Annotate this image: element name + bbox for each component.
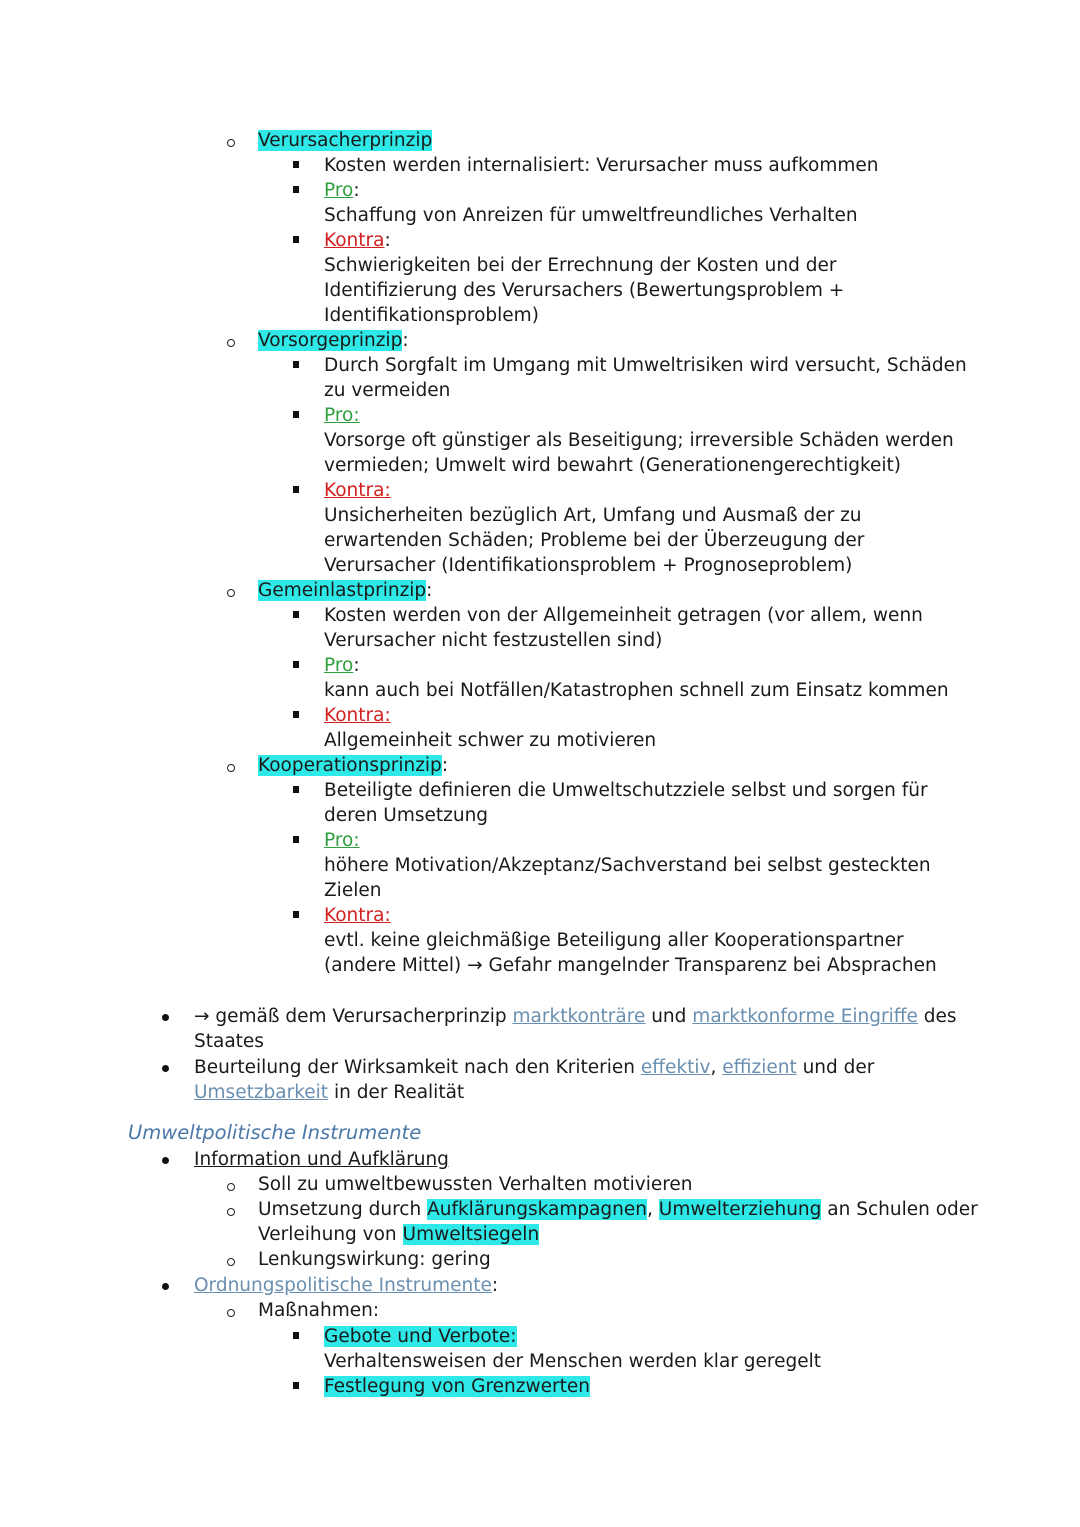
link-effektiv[interactable]: effektiv (640, 1057, 711, 1078)
link-umsetzbarkeit[interactable]: Umsetzbarkeit (194, 1082, 329, 1103)
contra-label-line (324, 703, 391, 728)
bullet-effectiveness: Beurteilung der Wirksamkeit nach den Kriterien effektiv, effizient und der (194, 1057, 875, 1078)
link-marktkontraere[interactable]: marktkonträre (512, 1006, 646, 1027)
principle-title: Gemeinlastprinzip (258, 580, 427, 601)
contra-text: Identifizierung des Verursachers (Bewertungsproblem + (324, 280, 845, 301)
square-bullet-icon (293, 411, 299, 418)
disc-bullet-icon (162, 1283, 169, 1290)
ord-measures: Maßnahmen: (258, 1300, 380, 1321)
circle-bullet-icon (227, 139, 235, 147)
pro-label: Pro (324, 180, 354, 201)
info-item-2: Umsetzung durch Aufklärungskampagnen, Umwelterziehung an Schulen oder (258, 1199, 978, 1220)
disc-bullet-icon (162, 1157, 169, 1164)
contra-text: evtl. keine gleichmäßige Beteiligung aller Kooperationspartner (324, 930, 904, 951)
pro-text: Vorsorge oft günstiger als Beseitigung; irreversible Schäden werden (324, 430, 954, 451)
pro-text: kann auch bei Notfällen/Katastrophen schnell zum Einsatz kommen (324, 680, 949, 701)
principle-desc-cont: zu vermeiden (324, 380, 451, 401)
link-marktkonforme-eingriffe[interactable]: marktkonforme Eingriffe (692, 1006, 918, 1027)
info-title: Information und Aufklärung (194, 1149, 449, 1170)
principle-title: Kooperationsprinzip (258, 755, 442, 776)
pro-label: Pro: (324, 830, 360, 851)
pro-text: Schaffung von Anreizen für umweltfreundliches Verhalten (324, 205, 858, 226)
square-bullet-icon (293, 1332, 299, 1339)
pro-label: Pro (324, 655, 354, 676)
pro-text: Zielen (324, 880, 382, 901)
circle-bullet-icon (227, 589, 235, 597)
bullet-effectiveness-cont: Umsetzbarkeit in der Realität (194, 1082, 465, 1103)
contra-text: (andere Mittel) → Gefahr mangelnder Transparenz bei Absprachen (324, 955, 937, 976)
contra-label: Kontra: (324, 905, 391, 926)
circle-bullet-icon (227, 764, 235, 772)
contra-text: Allgemeinheit schwer zu motivieren (324, 730, 657, 751)
pro-label-line (324, 828, 360, 853)
square-bullet-icon (293, 361, 299, 368)
link-effizient[interactable]: effizient (722, 1057, 797, 1078)
principle-desc: Beteiligte definieren die Umweltschutzziele selbst und sorgen für (324, 780, 928, 801)
pro-text: höhere Motivation/Akzeptanz/Sachverstand bei selbst gesteckten (324, 855, 931, 876)
circle-bullet-icon (227, 1183, 235, 1191)
circle-bullet-icon (227, 1309, 235, 1317)
pro-label-line: Pro: (324, 655, 360, 676)
info-item-1: Soll zu umweltbewussten Verhalten motivieren (258, 1174, 693, 1195)
link-ordnungspolitische-instrumente[interactable]: Ordnungspolitische Instrumente (194, 1275, 492, 1296)
square-bullet-icon (293, 186, 299, 193)
principle-desc: Kosten werden von der Allgemeinheit getragen (vor allem, wenn (324, 605, 923, 626)
square-bullet-icon (293, 161, 299, 168)
ord-title: Ordnungspolitische Instrumente: (194, 1275, 499, 1296)
principle-title-line: Vorsorgeprinzip: (258, 330, 409, 351)
square-bullet-icon (293, 1382, 299, 1389)
principle-desc-cont: Verursacher nicht festzustellen sind) (324, 630, 663, 651)
contra-label: Kontra: (324, 480, 391, 501)
principle-title-line (258, 128, 432, 153)
square-bullet-icon (293, 486, 299, 493)
disc-bullet-icon (162, 1065, 169, 1072)
principle-desc: Durch Sorgfalt im Umgang mit Umweltrisiken wird versucht, Schäden (324, 355, 967, 376)
contra-label-line (324, 478, 391, 503)
pro-label-line (324, 403, 360, 428)
contra-text: Unsicherheiten bezüglich Art, Umfang und Ausmaß der zu (324, 505, 862, 526)
square-bullet-icon (293, 611, 299, 618)
square-bullet-icon (293, 661, 299, 668)
square-bullet-icon (293, 786, 299, 793)
disc-bullet-icon (162, 1014, 169, 1021)
ord-measure-1: Gebote und Verbote: (324, 1326, 517, 1347)
principle-title-line: Kooperationsprinzip: (258, 755, 449, 776)
square-bullet-icon (293, 236, 299, 243)
principle-title: Verursacherprinzip (258, 130, 433, 151)
circle-bullet-icon (227, 339, 235, 347)
contra-label: Kontra: (324, 705, 391, 726)
section-heading: Umweltpolitische Instrumente (128, 1121, 422, 1144)
pro-label-line: Pro: (324, 180, 360, 201)
ord-measure-1-text: Verhaltensweisen der Menschen werden klar geregelt (324, 1351, 821, 1372)
contra-text: erwartenden Schäden; Probleme bei der Überzeugung der (324, 530, 865, 551)
principle-desc-cont: deren Umsetzung (324, 805, 489, 826)
pro-text: vermieden; Umwelt wird bewahrt (Generationengerechtigkeit) (324, 455, 902, 476)
square-bullet-icon (293, 711, 299, 718)
bullet-market-interventions: → gemäß dem Verursacherprinzip marktkonträre und marktkonforme Eingriffe des (194, 1006, 957, 1027)
contra-text: Verursacher (Identifikationsproblem + Prognoseproblem) (324, 555, 853, 576)
contra-text: Schwierigkeiten bei der Errechnung der Kosten und der (324, 255, 837, 276)
contra-text: Identifikationsproblem) (324, 305, 539, 326)
info-item-2-cont: Verleihung von Umweltsiegeln (258, 1224, 540, 1245)
contra-label-line: Kontra: (324, 230, 391, 251)
contra-label-line (324, 903, 391, 928)
pro-label: Pro: (324, 405, 360, 426)
square-bullet-icon (293, 836, 299, 843)
contra-label: Kontra (324, 230, 385, 251)
info-item-3: Lenkungswirkung: gering (258, 1249, 491, 1270)
bullet-market-interventions-cont: Staates (194, 1031, 264, 1052)
principle-title-line: Gemeinlastprinzip: (258, 580, 433, 601)
square-bullet-icon (293, 911, 299, 918)
principle-desc: Kosten werden internalisiert: Verursacher muss aufkommen (324, 155, 879, 176)
circle-bullet-icon (227, 1258, 235, 1266)
ord-measure-2: Festlegung von Grenzwerten (324, 1376, 590, 1397)
principle-title: Vorsorgeprinzip (258, 330, 403, 351)
circle-bullet-icon (227, 1208, 235, 1216)
